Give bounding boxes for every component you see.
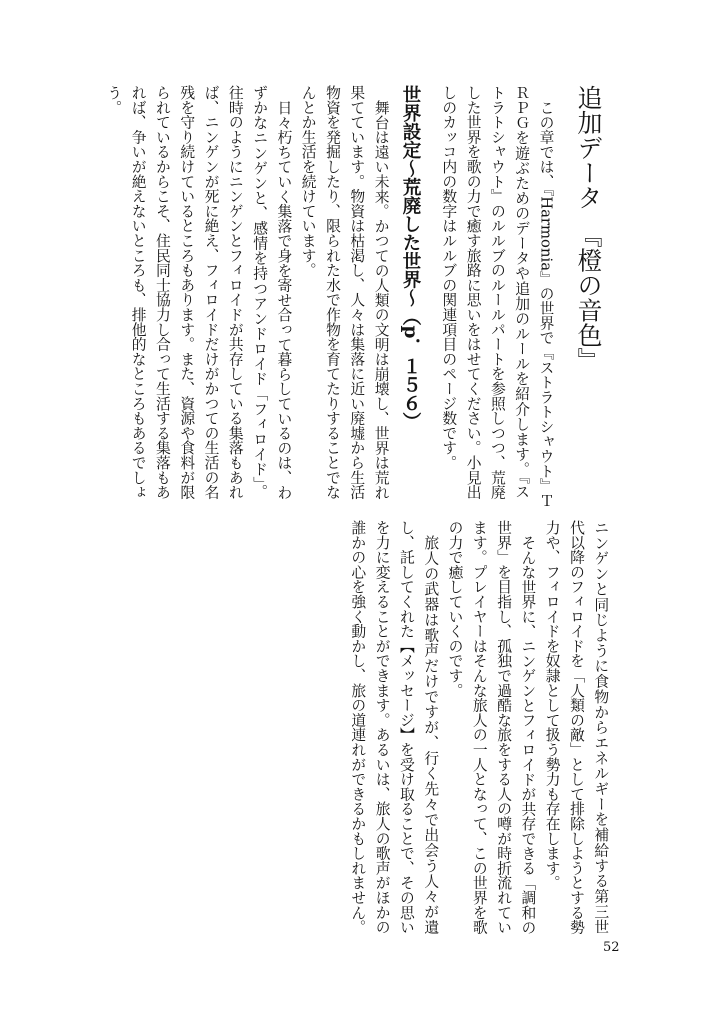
text-line: この章では、『Harmonia』の世界で『ストラトシャウト』Ｔ xyxy=(537,99,555,508)
intro-text xyxy=(436,85,558,508)
text-line: う。 xyxy=(105,85,123,115)
text-line: 残を守り続けているところもあります。また、資源や食料が限 xyxy=(178,85,196,500)
page-number: 52 xyxy=(603,940,620,955)
text-line: トラトシャウト』のルルブのルールパートを参照しつつ、荒廃 xyxy=(488,85,506,500)
text-line: ずかなニンゲンと、感情を持つアンドロイド「フィロイド」。 xyxy=(251,85,269,499)
text-line: 力や、フィロイドを奴隷として扱う勢力も存在します。 xyxy=(543,520,561,890)
upper-tier-text xyxy=(101,85,393,499)
text-line: ば、ニンゲンが死に絶え、フィロイドだけがかつての生活の名 xyxy=(202,85,220,500)
text-line: 果てています。物資は枯渇し、人々は集落に近い廃墟から生活 xyxy=(348,85,366,500)
text-line: の力で癒していくのです。 xyxy=(446,520,464,698)
text-line: 物資を発掘したり、限られた水で作物を育てたりすることでな xyxy=(324,85,341,500)
page-title: 追加データ 『橙の音色』 xyxy=(574,85,603,373)
text-line: 代以降のフィロイドを「人類の敵」として排除しようとする勢 xyxy=(568,520,585,935)
text-line: 舞台は遠い未来。かつての人類の文明は崩壊し、世界は荒れ xyxy=(372,99,390,500)
text-line: 往時のようにニンゲンとフィロイドが共存している集落もあれ xyxy=(226,85,244,500)
text-line: を力に変えることができます。あるいは、旅人の歌声がほかの xyxy=(373,520,391,935)
text-line: ます。プレイヤーはそんな旅人の一人となって、この世界を歌 xyxy=(470,520,488,935)
text-line: 日々朽ちていく集落で身を寄せ合って暮らしているのは、わ xyxy=(275,99,293,500)
section-heading: 世界設定～荒廃した世界～（p．１５６） xyxy=(400,85,421,431)
text-line: しのカッコ内の数字はルルブの関連項目のページ数です。 xyxy=(440,85,458,470)
text-line: 世界」を目指し、孤独で過酷な旅をする人の噂が時折流れてい xyxy=(495,520,513,935)
text-line: れば、争いが絶えないところも、排他的なところもあるでしょ xyxy=(129,85,147,500)
text-line: 誰かの心を強く動かし、旅の道連れができるかもしれません。 xyxy=(349,520,367,935)
text-line: 旅人の武器は歌声だけですが、行く先々で出会う人々が遺 xyxy=(422,534,440,934)
text-line: られているからこそ、住民同士協力し合って生活する集落もあ xyxy=(153,85,171,500)
text-line: した世界を歌の力で癒す旅路に思いをはせてください。小見出 xyxy=(464,85,482,500)
text-line: ＲＰＧを遊ぶためのデータや追加のルールを紹介します。『ス xyxy=(513,85,531,499)
text-line: ニンゲンと同じように食物からエネルギーを補給する第三世 xyxy=(592,520,610,934)
text-line: し、託してくれた【メッセージ】を受け取ることで、その思い xyxy=(397,520,415,935)
text-line: そんな世界に、ニンゲンとフィロイドが共存できる「調和の xyxy=(519,534,537,935)
text-line: んとか生活を続けています。 xyxy=(299,85,317,278)
lower-tier-text xyxy=(345,520,612,934)
